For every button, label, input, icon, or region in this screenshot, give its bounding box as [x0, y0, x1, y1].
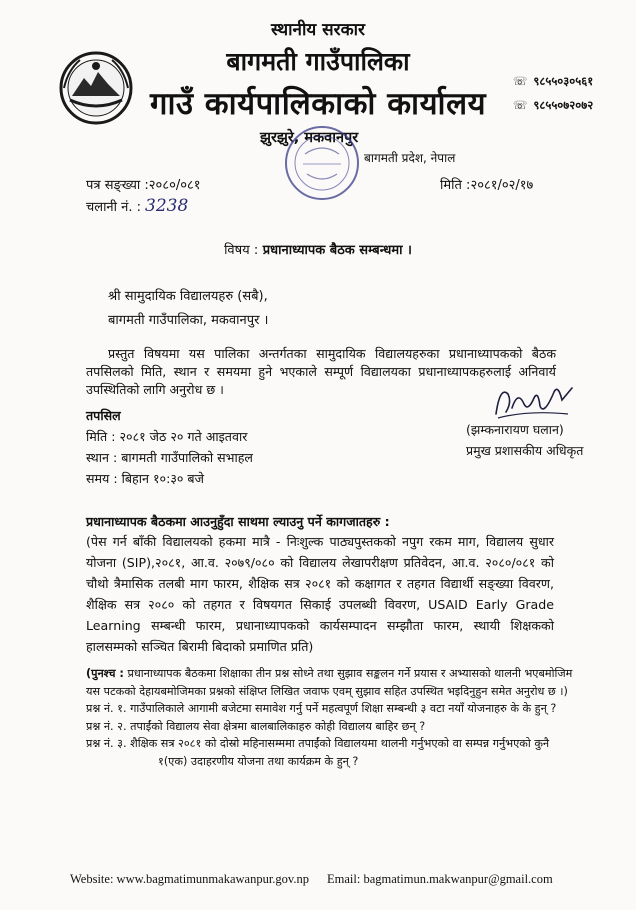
- body-paragraph: प्रस्तुत विषयमा यस पालिका अन्तर्गतका सामुदायिक विद्यालयहरुका प्रधानाध्यापकको बैठक तपसिलको मिति, स्थान र समयमा हुने भएकाले सम्पूर्ण विद्यालयका प्रधानाध्यापकहरुलाई अनिवार्य उपस्थितिको लागि अनुरोध छ ।: [86, 346, 556, 397]
- office-seal-stamp: [283, 124, 361, 202]
- subject-label: विषय :: [224, 243, 259, 258]
- date-label: मिति :: [440, 178, 471, 193]
- date-value: २०८१/०२/१७: [470, 178, 534, 193]
- phone-icon: ☏: [513, 98, 528, 112]
- postscript-intro: [86, 665, 576, 700]
- reference-value: २०८०/०८१: [148, 178, 201, 193]
- header-office-name: गाउँ कार्यपालिकाको कार्यालय: [150, 86, 487, 122]
- header-address-province: बागमती प्रदेश, नेपाल: [364, 151, 456, 165]
- handwritten-signature: [478, 380, 578, 424]
- documents-heading: प्रधानाध्यापक बैठकमा आउनुहुँदा साथमा ल्याउनु पर्ने कागजातहरु :: [86, 514, 390, 529]
- phone-number-2-text: ९८५५०७२०७२: [533, 98, 594, 112]
- postscript-intro-text: प्रधानाध्यापक बैठकमा शिक्षाका तीन प्रश्न सोध्ने तथा सुझाव सङ्कलन गर्ने प्रयास र अभ्यासको थालनी भएबमोजिम यस पटकको देहायबमोजिमका प्रश्नको संक्षिप्त लिखित जवाफ एवम् सुझाव सहित उपस्थित भइदिनुहुन समेत अनुरोध छ ।): [86, 667, 573, 698]
- phone-number-1: [513, 74, 593, 89]
- reference-number: [86, 175, 201, 193]
- header-address-place: झुरझुरे, मकवानपुर: [260, 130, 359, 146]
- phone-number-1-text: ९८५५०३०५६१: [533, 74, 594, 88]
- recipient-address: [108, 285, 268, 333]
- question-2: प्रश्न नं. २. तपाईंको विद्यालय सेवा क्षेत्रमा बालबालिकाहरु कोही विद्यालय बाहिर छन् ?: [86, 719, 426, 733]
- question-3: प्रश्न नं. ३. शैक्षिक सत्र २०८१ को दोस्रो महिनासम्ममा तपाईंको विद्यालयमा थालनी गर्नुभएको वा सम्पन्न गर्नुभएको कुनै: [86, 737, 550, 750]
- signatory-name: (झम्कनारायण घलान): [466, 422, 564, 437]
- subject-text: प्रधानाध्यापक बैठक सम्बन्धमा ।: [262, 243, 412, 258]
- signatory-title: प्रमुख प्रशासकीय अधिकृत: [466, 443, 584, 458]
- postscript-notes: [86, 665, 576, 770]
- details-heading: तपसिल: [86, 408, 121, 423]
- meeting-place: स्थान : बागमती गाउँपालिको सभाहल: [86, 450, 253, 465]
- footer-website: Website: www.bagmatimunmakawanpur.gov.np: [70, 872, 309, 886]
- documents-list: (पेस गर्न बाँकी विद्यालयको हकमा मात्रै - निःशुल्क पाठ्यपुस्तकको नपुग रकम माग, विद्यालय सुधार योजना (SIP),२०८१, आ.व. २०७९/०८० को विद्यालय लेखापरीक्षण प्रतिवेदन, आ.व. २०८०/०८१ को चौथो त्रैमासिक तलबी माग फारम, शैक्षिक सत्र २०८१ को कक्षागत र तहगत विद्यार्थी सङ्ख्या विवरण, शैक्षिक सत्र २०८० को तहगत र विषयगत सिकाई उपलब्धी विवरण, USAID Early Grade Learning सम्बन्धी फारम, प्रधानाध्यापकको कार्यसम्पादन सम्झौता फारम, स्थायी शिक्षकको हालसम्मको सञ्चित बिरामी बिदाको प्रमाणित प्रति): [86, 534, 554, 654]
- meeting-time: समय : बिहान १०:३० बजे: [86, 471, 204, 486]
- phone-icon: ☏: [513, 74, 528, 88]
- footer-email: Email: bagmatimun.makwanpur@gmail.com: [327, 872, 553, 886]
- letter-subject: [0, 240, 636, 258]
- signatory-block: [466, 419, 583, 461]
- dispatch-number: [86, 196, 188, 216]
- meeting-date: मिति : २०८१ जेठ २० गते आइतवार: [86, 429, 248, 444]
- header-municipality-name: बागमती गाउँपालिका: [226, 47, 410, 76]
- reference-label: पत्र सङ्ख्या :: [86, 178, 149, 193]
- letter-date: [440, 175, 533, 193]
- meeting-details: [86, 405, 253, 489]
- question-3-continued: १(एक) उदाहरणीय योजना तथा कार्यक्रम के हुन् ?: [158, 754, 359, 768]
- header-government-label: स्थानीय सरकार: [270, 20, 365, 40]
- dispatch-value-handwritten: 3238: [145, 196, 189, 216]
- phone-number-2: [513, 98, 593, 113]
- dispatch-label: चलानी नं. :: [86, 200, 142, 215]
- question-1: प्रश्न नं. १. गाउँपालिकाले आगामी बजेटमा समावेश गर्नु पर्ने महत्वपूर्ण शिक्षा सम्बन्धी ३ वटा नयाँ योजनाहरु के के हुन् ?: [86, 702, 557, 715]
- recipient-line-2: बागमती गाउँपालिका, मकवानपुर ।: [108, 313, 269, 328]
- recipient-line-1: श्री सामुदायिक विद्यालयहरु (सबै),: [108, 289, 268, 304]
- postscript-lead: (पुनश्च :: [86, 667, 124, 680]
